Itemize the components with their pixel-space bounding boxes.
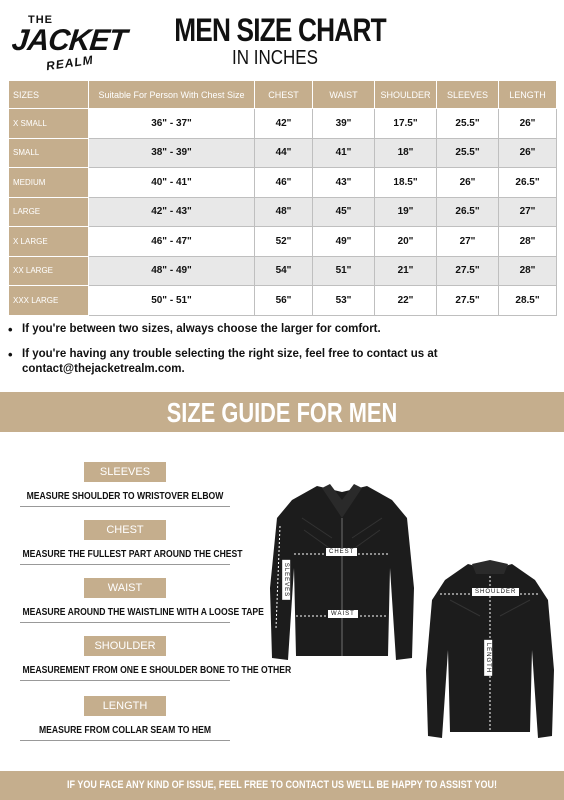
table-row [9, 197, 557, 227]
table-cell: 42" - 43" [89, 197, 255, 227]
table-cell: XX LARGE [9, 256, 89, 286]
guide-description: MEASURE THE FULLEST PART AROUND THE CHEST [22, 548, 243, 560]
note-item: • If you're having any trouble selecting the right size, feel free to contact us at contact@thejacketrealm.com. [8, 347, 556, 377]
table-cell: XXX LARGE [9, 286, 89, 316]
note-item: • If you're between two sizes, always choose the larger for comfort. [8, 322, 556, 337]
guide-tag: CHEST [84, 520, 166, 540]
size-guide-title: SIZE GUIDE FOR MEN [166, 397, 398, 428]
table-cell: 42" [255, 109, 313, 139]
table-cell: 27.5" [437, 256, 499, 286]
table-cell: 21" [375, 256, 437, 286]
table-row [9, 256, 557, 286]
table-cell: 43" [313, 168, 375, 198]
guide-description: MEASURE FROM COLLAR SEAM TO HEM [38, 724, 212, 736]
table-cell: LARGE [9, 197, 89, 227]
guide-description: MEASUREMENT FROM ONE E SHOULDER BONE TO THE OTHER [22, 664, 292, 676]
table-cell: 20" [375, 227, 437, 257]
divider [20, 506, 230, 507]
table-cell: 28.5" [499, 286, 557, 316]
table-cell: 28" [499, 227, 557, 257]
table-cell: X LARGE [9, 227, 89, 257]
guide-item-chest [0, 520, 250, 568]
table-cell: 27" [499, 197, 557, 227]
table-cell: 26" [499, 138, 557, 168]
guide-item-sleeves [0, 462, 250, 510]
guide-description: MEASURE AROUND THE WAISTLINE WITH A LOOSE TAPE [22, 606, 264, 618]
page-subtitle: IN INCHES [232, 47, 318, 69]
table-cell: 18.5" [375, 168, 437, 198]
table-cell: 45" [313, 197, 375, 227]
size-guide-banner [0, 392, 564, 432]
table-cell: 26" [499, 109, 557, 139]
size-notes [8, 322, 556, 387]
footer-bar [0, 771, 564, 800]
brand-logo-jacket: JACKET [10, 24, 128, 57]
footer-text: IF YOU FACE ANY KIND OF ISSUE, FEEL FREE TO CONTACT US WE'LL BE HAPPY TO ASSIST YOU! [67, 779, 497, 791]
divider [20, 680, 230, 681]
table-cell: 52" [255, 227, 313, 257]
divider [20, 564, 230, 565]
jacket-back-image [420, 560, 560, 750]
table-cell: 22" [375, 286, 437, 316]
column-header: Suitable For Person With Chest Size [89, 81, 255, 109]
divider [20, 622, 230, 623]
table-cell: 26.5" [499, 168, 557, 198]
table-cell: 27" [437, 227, 499, 257]
table-row [9, 227, 557, 257]
table-row [9, 109, 557, 139]
table-cell: 41" [313, 138, 375, 168]
shoulder-tag: SHOULDER [472, 588, 519, 596]
size-chart-table [8, 80, 557, 316]
brand-logo-the: THE [28, 14, 53, 26]
guide-item-waist [0, 578, 264, 626]
table-row [9, 168, 557, 198]
table-cell: 19" [375, 197, 437, 227]
table-header-row [9, 81, 557, 109]
length-tag: LENGTH [484, 640, 492, 676]
table-cell: 18" [375, 138, 437, 168]
guide-item-length [0, 696, 250, 744]
chest-tag: CHEST [326, 548, 357, 556]
table-cell: 26.5" [437, 197, 499, 227]
column-header: WAIST [313, 81, 375, 109]
table-cell: SMALL [9, 138, 89, 168]
table-cell: 36" - 37" [89, 109, 255, 139]
page-title: MEN SIZE CHART [174, 12, 386, 48]
table-cell: 38" - 39" [89, 138, 255, 168]
guide-tag: WAIST [84, 578, 166, 598]
table-cell: 44" [255, 138, 313, 168]
table-cell: 48" - 49" [89, 256, 255, 286]
table-cell: 53" [313, 286, 375, 316]
column-header: SLEEVES [437, 81, 499, 109]
table-cell: 25.5" [437, 109, 499, 139]
column-header: CHEST [255, 81, 313, 109]
table-cell: 51" [313, 256, 375, 286]
table-cell: 27.5" [437, 286, 499, 316]
jacket-front-image [262, 478, 422, 668]
divider [20, 740, 230, 741]
table-cell: 50" - 51" [89, 286, 255, 316]
table-row [9, 286, 557, 316]
table-cell: 46" [255, 168, 313, 198]
guide-tag: SLEEVES [84, 462, 166, 482]
table-cell: 48" [255, 197, 313, 227]
table-cell: 54" [255, 256, 313, 286]
brand-logo-realm: REALM [45, 52, 95, 74]
guide-tag: LENGTH [84, 696, 166, 716]
table-cell: 46" - 47" [89, 227, 255, 257]
guide-description: MEASURE SHOULDER TO WRISTOVER ELBOW [26, 490, 224, 502]
table-row [9, 138, 557, 168]
table-cell: 17.5" [375, 109, 437, 139]
table-cell: MEDIUM [9, 168, 89, 198]
column-header: SHOULDER [375, 81, 437, 109]
guide-tag: SHOULDER [84, 636, 166, 656]
brand-logo [10, 14, 128, 74]
column-header: SIZES [9, 81, 89, 109]
table-cell: 25.5" [437, 138, 499, 168]
table-cell: 26" [437, 168, 499, 198]
guide-item-shoulder [0, 636, 292, 684]
waist-tag: WAIST [328, 610, 358, 618]
table-cell: 40" - 41" [89, 168, 255, 198]
table-cell: 49" [313, 227, 375, 257]
table-cell: 39" [313, 109, 375, 139]
table-cell: X SMALL [9, 109, 89, 139]
table-cell: 56" [255, 286, 313, 316]
column-header: LENGTH [499, 81, 557, 109]
table-cell: 28" [499, 256, 557, 286]
sleeves-tag: SLEEVES [282, 560, 290, 600]
